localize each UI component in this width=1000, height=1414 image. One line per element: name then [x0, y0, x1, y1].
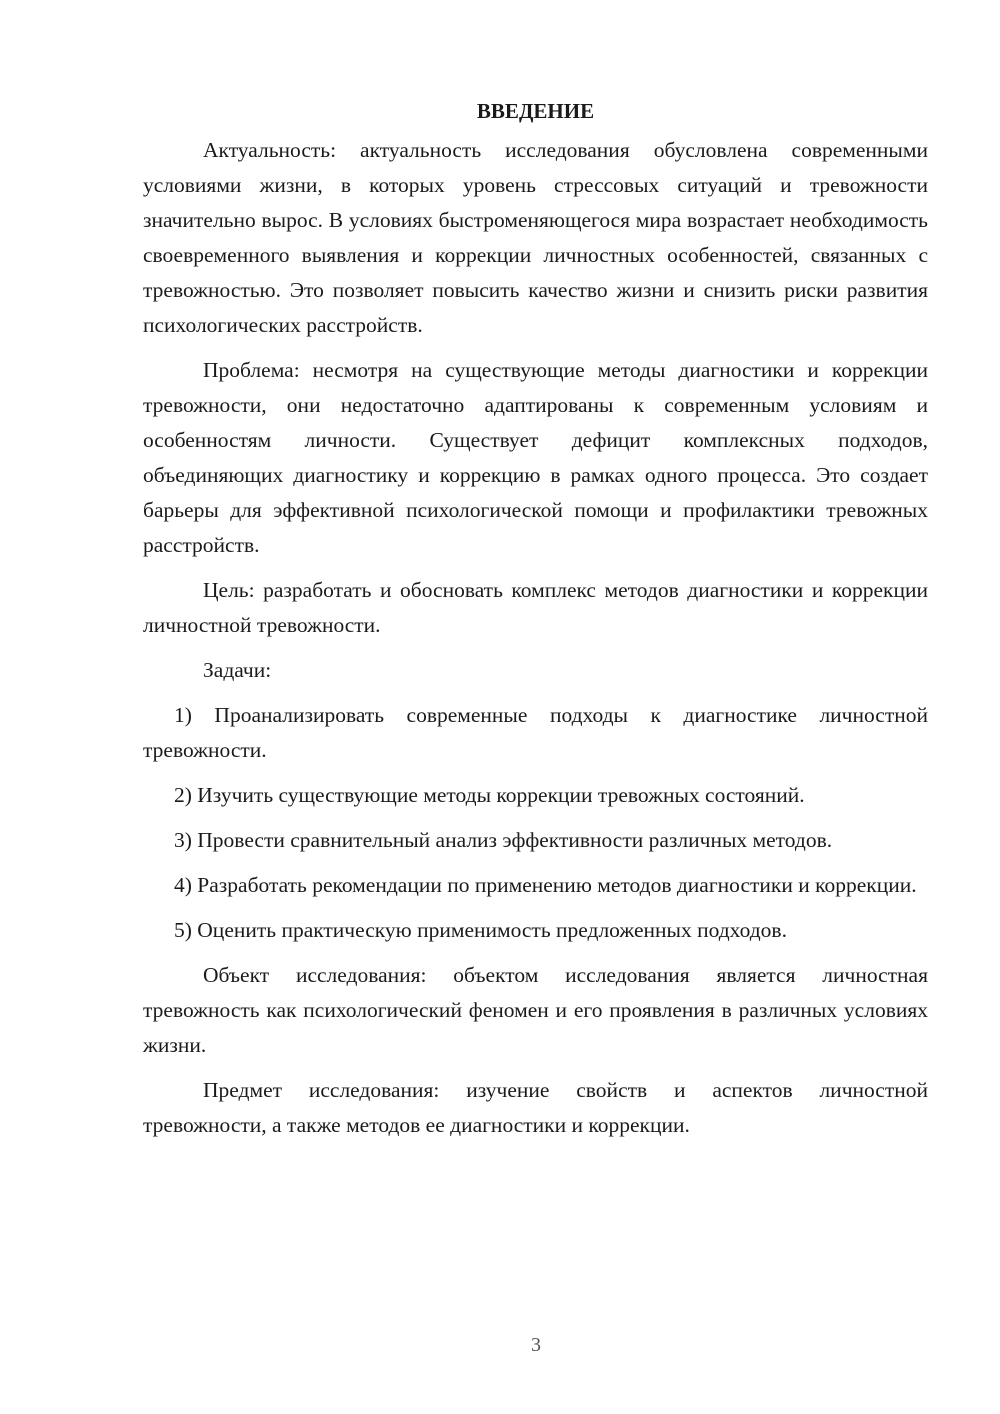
task-item-2: 2) Изучить существующие методы коррекции тревожных состояний.	[174, 783, 805, 807]
task-item-4: 4) Разработать рекомендации по применению методов диагностики и коррекции.	[174, 873, 917, 897]
task-item-5: 5) Оценить практическую применимость предложенных подходов.	[174, 918, 787, 942]
section-title: ВВЕДЕНИЕ	[476, 99, 595, 123]
goal-paragraph: Цель: разработать и обосновать комплекс методов диагностики и коррекции личностной тревожности.	[143, 578, 928, 637]
page-number: 3	[531, 1334, 541, 1356]
page-content	[143, 94, 928, 1153]
object-paragraph: Объект исследования: объектом исследования является личностная тревожность как психологический феномен и его проявления в различных условиях жизни.	[143, 963, 928, 1057]
subject-paragraph: Предмет исследования: изучение свойств и аспектов личностной тревожности, а также методов ее диагностики и коррекции.	[143, 1078, 928, 1137]
relevance-paragraph: Актуальность: актуальность исследования обусловлена современными условиями жизни, в которых уровень стрессовых ситуаций и тревожности значительно вырос. В условиях быстроменяющегося мира возрастает необходимость своевременного выявления и коррекции личностных особенностей, связанных с тревожностью. Это позволяет повысить качество жизни и снизить риски развития психологических расстройств.	[143, 138, 928, 337]
problem-paragraph: Проблема: несмотря на существующие методы диагностики и коррекции тревожности, они недостаточно адаптированы к современным условиям и особенностям личности. Существует дефицит комплексных подходов, объединяющих диагностику и коррекцию в рамках одного процесса. Это создает барьеры для эффективной психологической помощи и профилактики тревожных расстройств.	[143, 358, 928, 557]
task-item-3: 3) Провести сравнительный анализ эффективности различных методов.	[174, 828, 833, 852]
tasks-label: Задачи:	[203, 658, 272, 682]
task-item-1: 1) Проанализировать современные подходы к диагностике личностной тревожности.	[143, 703, 928, 762]
